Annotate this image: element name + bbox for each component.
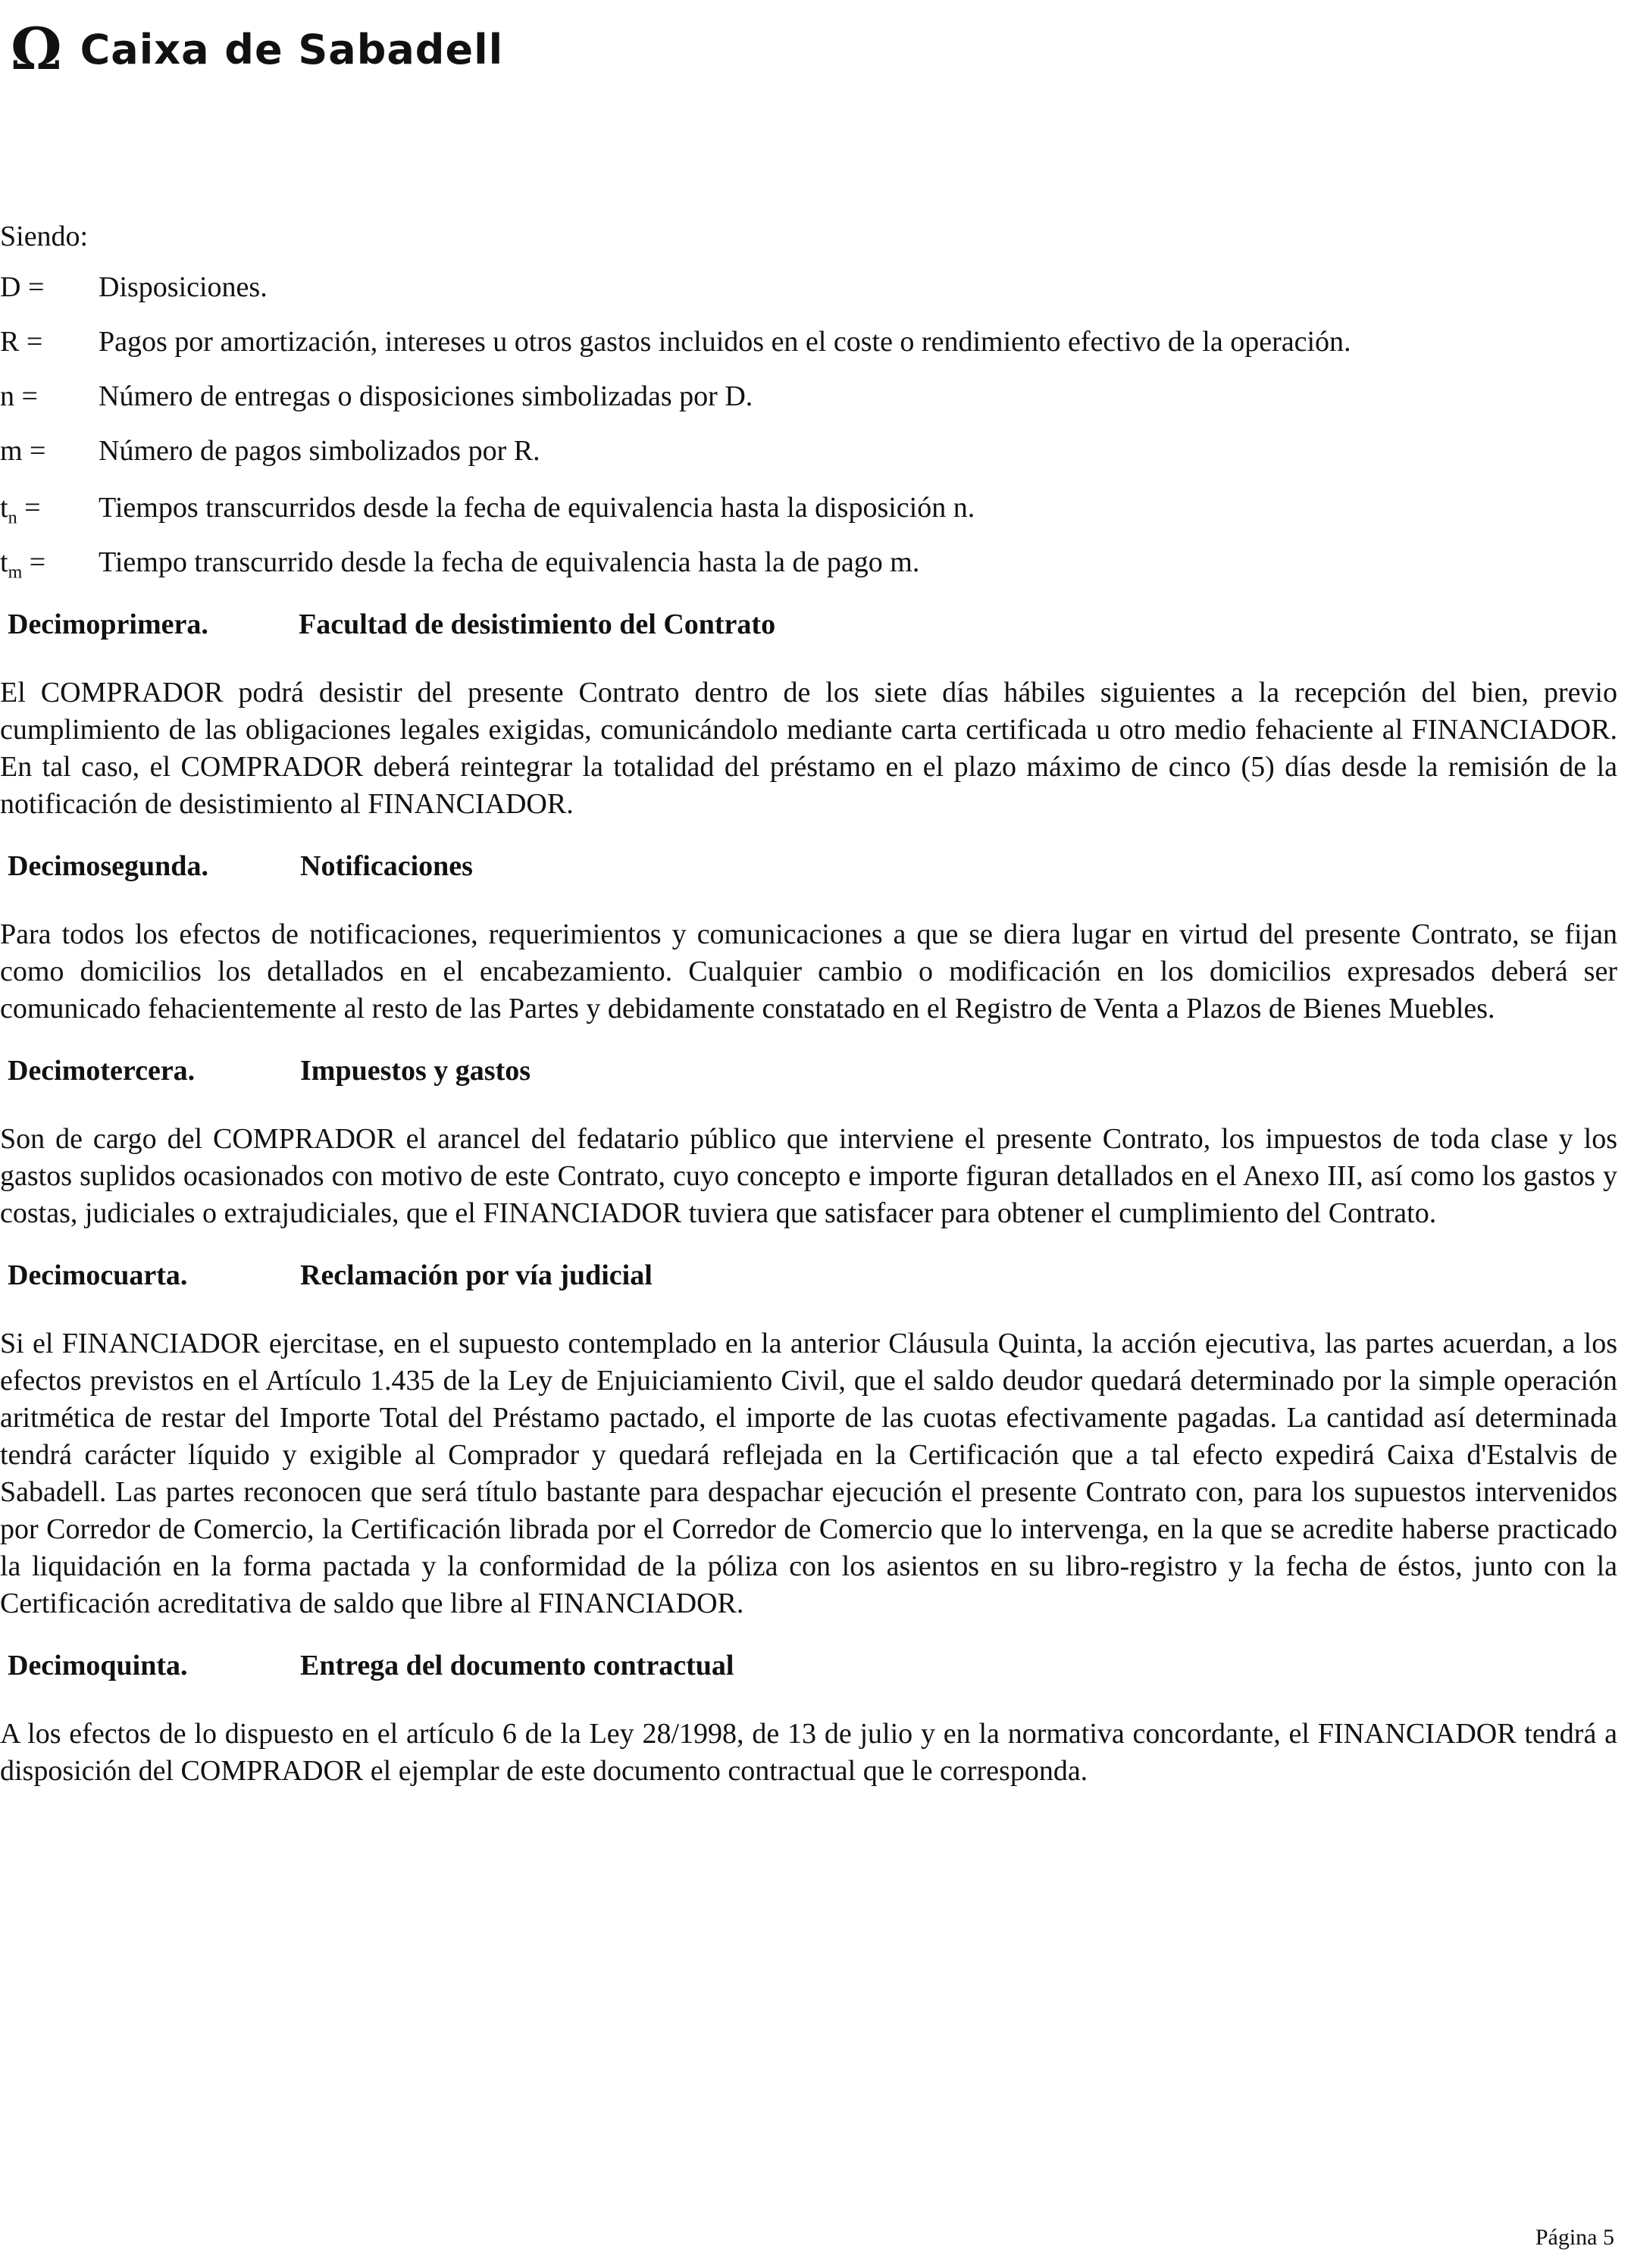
- clause-body: Para todos los efectos de notificaciones, requerimientos y comunicaciones a que se diera lugar en virtud del presente Contrato, se fijan como domicilios los detallados en el encabezamiento. Cualquier cambio o modificación en los domicilios expresados deberá ser comunicado fehacientemente al resto de las Partes y debidamente constatado en el Registro de Venta a Plazos de Bienes Muebles.: [0, 918, 1617, 1025]
- document-body: [0, 218, 1617, 1790]
- definition-symbol: [0, 490, 99, 527]
- clause-number: Decimotercera.: [8, 1055, 196, 1087]
- definition-text: Disposiciones.: [99, 271, 268, 303]
- clause-title: Facultad de desistimiento del Contrato: [299, 608, 776, 640]
- definition-row: [0, 490, 1617, 527]
- definition-row: [0, 433, 1617, 470]
- definition-row: [0, 378, 1617, 415]
- definition-symbol: [0, 544, 99, 581]
- clause-title: Entrega del documento contractual: [300, 1650, 734, 1681]
- symbol-subscript: n: [8, 508, 17, 528]
- clause-heading: [8, 606, 1617, 643]
- clause-body: El COMPRADOR podrá desistir del presente Contrato dentro de los siete días hábiles siguientes a la recepción del bien, previo cumplimiento de las obligaciones legales exigidas, comunicándolo mediante carta certificada u otro medio fehaciente al FINANCIADOR. En tal caso, el COMPRADOR deberá reintegrar la totalidad del préstamo en el plazo máximo de cinco (5) días desde la remisión de la notificación de desistimiento al FINANCIADOR.: [0, 677, 1617, 820]
- definition-row: [0, 269, 1617, 306]
- clause-body: Son de cargo del COMPRADOR el arancel del fedatario público que interviene el presente Contrato, los impuestos de toda clase y los gastos suplidos ocasionados con motivo de este Contrato, cuyo concepto e importe figuran detallados en el Anexo III, así como los gastos y costas, judiciales o extrajudiciales, que el FINANCIADOR tuviera que satisfacer para obtener el cumplimiento del Contrato.: [0, 1123, 1617, 1229]
- brand-logo: [11, 15, 504, 83]
- symbol-equals: =: [17, 492, 41, 524]
- symbol-base: t: [0, 492, 8, 524]
- definition-text: Número de entregas o disposiciones simbolizadas por D.: [99, 380, 753, 412]
- clause-heading: [8, 1053, 1617, 1090]
- definition-text: Número de pagos simbolizados por R.: [99, 435, 540, 467]
- symbol-subscript: m: [8, 562, 23, 583]
- clause-heading: [8, 1647, 1617, 1685]
- clause-heading: [8, 848, 1617, 885]
- symbol-base: t: [0, 546, 8, 578]
- clause-number: Decimosegunda.: [8, 850, 208, 882]
- definition-symbol: D =: [0, 271, 45, 303]
- definition-text: Tiempos transcurridos desde la fecha de equivalencia hasta la disposición n.: [99, 492, 975, 524]
- definition-row: [0, 544, 1617, 581]
- clause-body: A los efectos de lo dispuesto en el artículo 6 de la Ley 28/1998, de 13 de julio y en la normativa concordante, el FINANCIADOR tendrá a disposición del COMPRADOR el ejemplar de este documento contractual que le corresponda.: [0, 1718, 1617, 1787]
- definition-text: Pagos por amortización, intereses u otros gastos incluidos en el coste o rendimiento efectivo de la operación.: [99, 326, 1351, 358]
- definition-text: Tiempo transcurrido desde la fecha de equivalencia hasta la de pago m.: [99, 546, 920, 578]
- clause-title: Impuestos y gastos: [300, 1055, 531, 1087]
- clause-title: Reclamación por vía judicial: [300, 1259, 653, 1291]
- brand-name: Caixa de Sabadell: [80, 25, 504, 74]
- definition-row: [0, 324, 1617, 361]
- clause-title: Notificaciones: [300, 850, 473, 882]
- definition-symbol: m =: [0, 435, 46, 467]
- clause-heading: [8, 1257, 1617, 1294]
- definitions-intro: Siendo:: [0, 221, 89, 252]
- clause-body: Si el FINANCIADOR ejercitase, en el supuesto contemplado en la anterior Cláusula Quinta, la acción ejecutiva, las partes acuerdan, a los efectos previstos en el Artículo 1.435 de la Ley de Enjuiciamiento Civil, que el saldo deudor quedará determinado por la simple operación aritmética de restar del Importe Total del Préstamo pactado, el importe de las cuotas efectivamente pagadas. La cantidad así determinada tendrá carácter líquido y exigible al Comprador y quedará reflejada en la Certificación que a tal efecto expedirá Caixa d'Estalvis de Sabadell. Las partes reconocen que será título bastante para despachar ejecución el presente Contrato con, para los supuestos intervenidos por Corredor de Comercio, la Certificación librada por el Corredor de Comercio que lo intervenga, en la que se acredite haberse practicado la liquidación en la forma pactada y la conformidad de la póliza con los asientos en su libro-registro y la fecha de éstos, junto con la Certificación acreditativa de saldo que libre al FINANCIADOR.: [0, 1328, 1617, 1619]
- definition-symbol: R =: [0, 326, 43, 358]
- page-number: Página 5: [1535, 2225, 1614, 2250]
- omega-logo-icon: Ω: [11, 15, 62, 83]
- clause-number: Decimoprimera.: [8, 608, 208, 640]
- symbol-equals: =: [22, 546, 46, 578]
- clause-number: Decimoquinta.: [8, 1650, 188, 1681]
- clause-number: Decimocuarta.: [8, 1259, 188, 1291]
- definition-symbol: n =: [0, 380, 38, 412]
